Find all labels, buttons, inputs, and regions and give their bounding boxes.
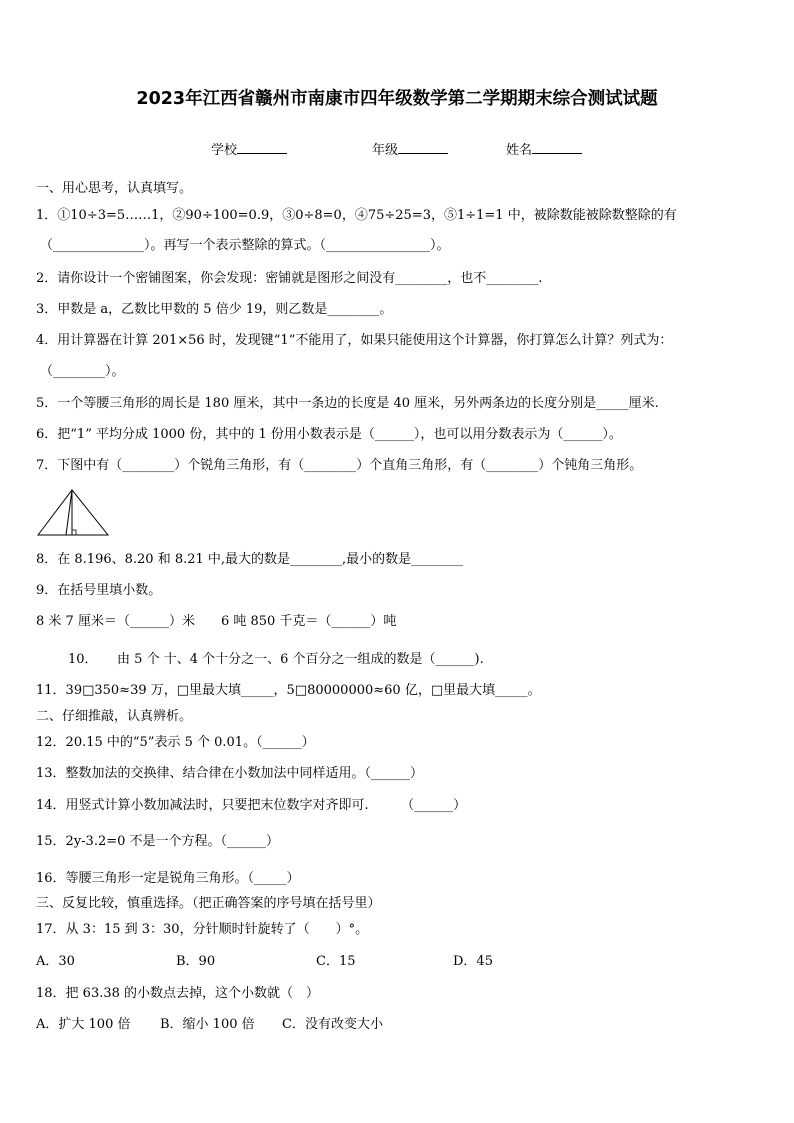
section-three-heading: 三、反复比较，慎重选择。（把正确答案的序号填在括号里） xyxy=(36,896,381,911)
q17-option-d[interactable]: D．45 xyxy=(453,954,493,969)
question-5: 5．一个等腰三角形的周长是 180 厘米，其中一条边的长度是 40 厘米，另外两条边的长度分别是_____厘米. xyxy=(36,396,659,411)
section-one-heading: 一、用心思考，认真填写。 xyxy=(36,181,193,196)
question-1: 1．①10÷3=5……1，②90÷100=0.9，③0÷8=0，④75÷25=3，⑤1÷1=1 中，被除数能被除数整除的有 xyxy=(36,208,677,223)
school-blank[interactable] xyxy=(237,140,287,154)
triangle-figure xyxy=(36,488,112,538)
grade-blank[interactable] xyxy=(398,140,448,154)
name-label: 姓名 xyxy=(506,143,533,158)
question-4: 4．用计算器在计算 201×56 时，发现键“1”不能用了，如果只能使用这个计算器，你打算怎么计算？列式为： xyxy=(36,333,673,348)
q18-option-b[interactable]: B．缩小 100 倍 xyxy=(160,1017,255,1032)
question-4-continued: （________）。 xyxy=(40,364,125,379)
question-14: 14．用竖式计算小数加减法时，只要把末位数字对齐即可. （______） xyxy=(36,798,467,813)
question-1-continued: （______________）。再写一个表示整除的算式。（________________）。 xyxy=(40,238,450,253)
question-10: 10． 由 5 个 十、4 个十分之一、6 个百分之一组成的数是（______). xyxy=(68,652,484,667)
page-title: 2023年江西省赣州市南康市四年级数学第二学期期末综合测试试题 xyxy=(136,89,658,109)
grade-field xyxy=(372,140,448,160)
question-9-items: 8 米 7 厘米＝（______）米 6 吨 850 千克＝（______）吨 xyxy=(36,614,397,629)
question-3: 3．甲数是 a，乙数比甲数的 5 倍少 19，则乙数是________。 xyxy=(36,302,393,317)
triangle-outline xyxy=(38,490,108,535)
q17-option-c[interactable]: C．15 xyxy=(316,954,356,969)
question-16: 16．等腰三角形一定是锐角三角形。（_____） xyxy=(36,871,300,886)
question-17: 17．从 3：15 到 3：30，分针顺时针旋转了（ ）°。 xyxy=(36,922,369,937)
question-15: 15．2y-3.2=0 不是一个方程。（______） xyxy=(36,834,280,849)
question-8: 8．在 8.196、8.20 和 8.21 中,最大的数是________,最小的数是________ xyxy=(36,552,464,567)
name-field xyxy=(506,140,582,160)
question-18: 18．把 63.38 的小数点去掉，这个小数就（ ） xyxy=(36,986,320,1001)
question-12: 12．20.15 中的“5”表示 5 个 0.01。（______） xyxy=(36,735,315,750)
section-two-heading: 二、仔细推敲，认真辨析。 xyxy=(36,709,193,724)
grade-label: 年级 xyxy=(372,143,399,158)
question-6: 6．把“1” 平均分成 1000 份，其中的 1 份用小数表示是（______），也可以用分数表示为（______）。 xyxy=(36,427,622,442)
right-angle-mark xyxy=(72,530,76,535)
school-label: 学校 xyxy=(211,143,238,158)
question-2: 2．请你设计一个密铺图案，你会发现：密铺就是图形之间没有________，也不________. xyxy=(36,271,543,286)
school-field xyxy=(211,140,287,160)
question-9: 9．在括号里填小数。 xyxy=(36,583,162,598)
question-11: 11．39□350≈39 万，□里最大填_____，5□80000000≈60 亿，□里最大填_____。 xyxy=(36,683,541,698)
name-blank[interactable] xyxy=(532,140,582,154)
question-7: 7．下图中有（________）个锐角三角形，有（________）个直角三角形，有（________）个钝角三角形。 xyxy=(36,458,643,473)
question-13: 13．整数加法的交换律、结合律在小数加法中同样适用。（______） xyxy=(36,766,424,781)
q18-option-a[interactable]: A．扩大 100 倍 xyxy=(36,1017,131,1032)
q18-option-c[interactable]: C．没有改变大小 xyxy=(282,1017,383,1032)
q17-option-b[interactable]: B．90 xyxy=(176,954,216,969)
q17-option-a[interactable]: A．30 xyxy=(36,954,75,969)
